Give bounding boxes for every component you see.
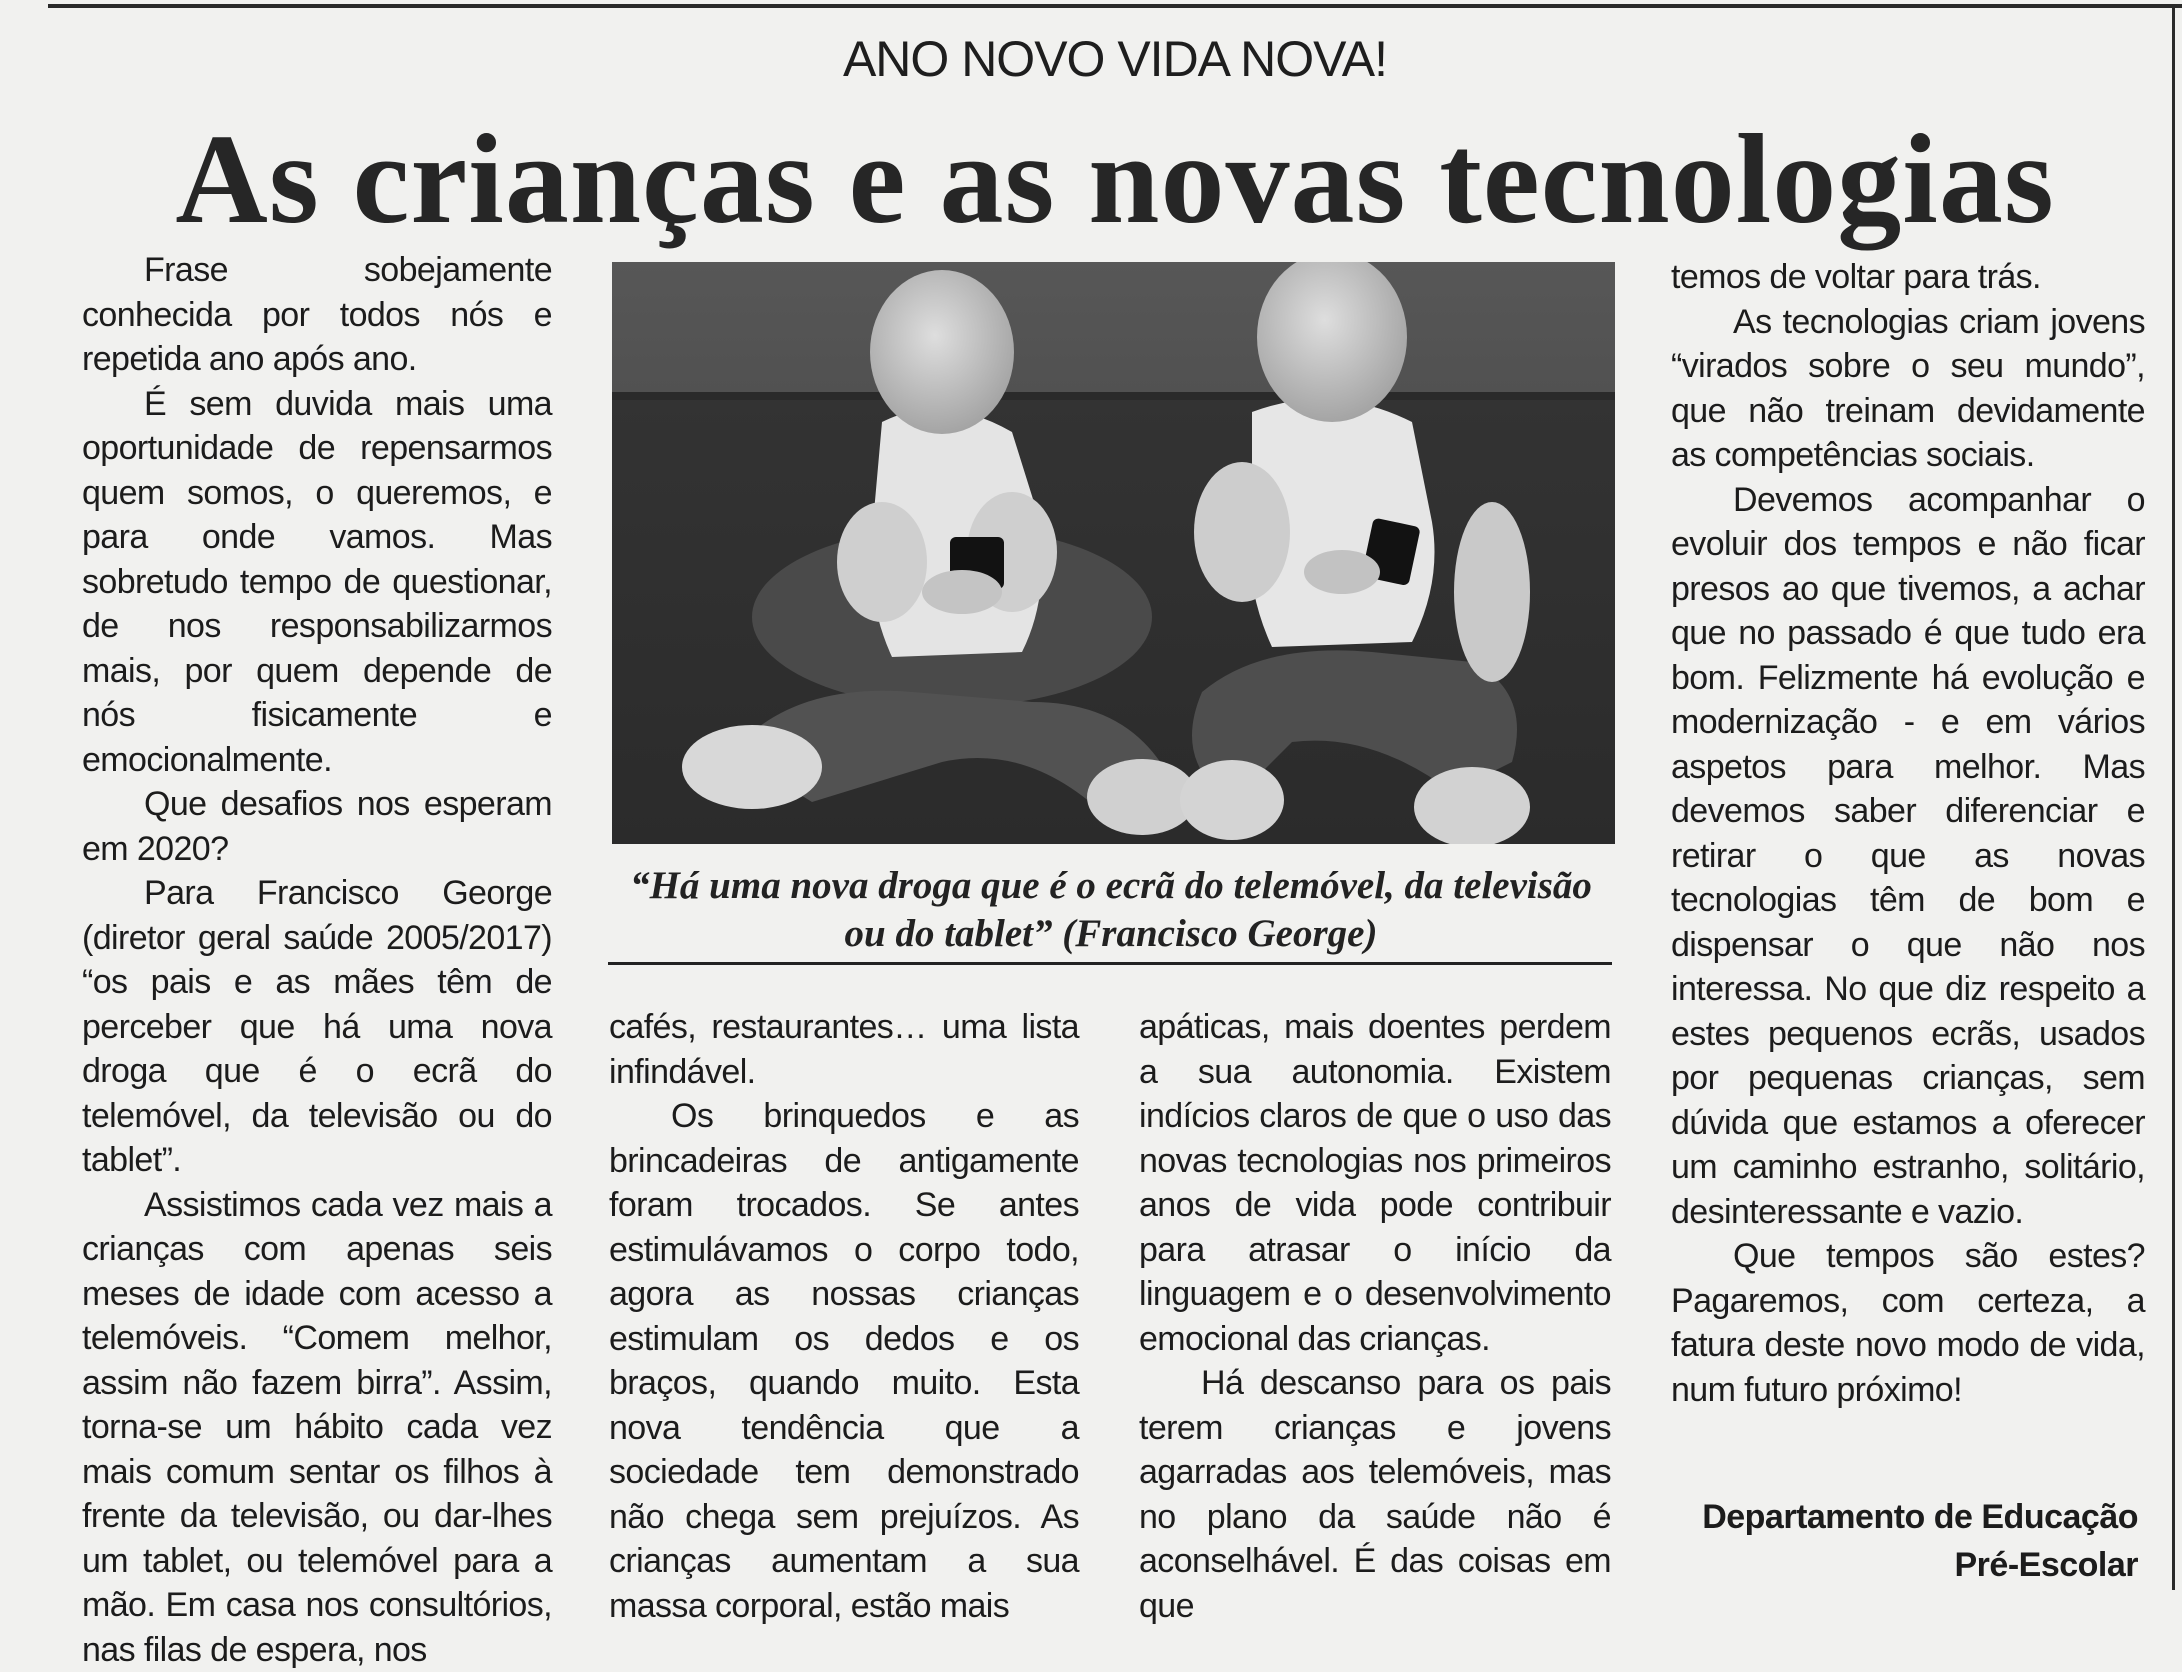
- paragraph: É sem duvida mais uma oportunidade de repensarmos quem somos, o queremos, e para onde vamos. Mas sobretudo tempo de questionar, de nos responsabilizarmos mais, por quem depende de nós fisicamente e emocionalmente.: [82, 382, 552, 783]
- top-rule: [48, 4, 2182, 8]
- article-column-2: [609, 1005, 1079, 1628]
- headline: As crianças e as novas tecnologias: [0, 115, 2182, 243]
- paragraph: Assistimos cada vez mais a crianças com apenas seis meses de idade com acesso a telemóveis. “Comem melhor, assim não fazem birra”. Assim, torna-se um hábito cada vez mais comum sentar os filhos à frente da televisão, ou dar-lhes um tablet, ou telemóvel para a mão. Em casa nos consultórios, nas filas de espera, nos: [82, 1183, 552, 1672]
- article-column-3: [1139, 1005, 1611, 1628]
- paragraph: apáticas, mais doentes perdem a sua autonomia. Existem indícios claros de que o uso das novas tecnologias nos primeiros anos de vida pode contribuir para atrasar o início da linguagem e o desenvolvimento emocional das crianças.: [1139, 1005, 1611, 1361]
- paragraph: temos de voltar para trás.: [1671, 255, 2145, 300]
- caption-rule: [608, 962, 1612, 965]
- paragraph: cafés, restaurantes… uma lista infindável.: [609, 1005, 1079, 1094]
- article-column-4: [1671, 255, 2145, 1412]
- paragraph: Há descanso para os pais terem crianças e jovens agarradas aos telemóveis, mas no plano da saúde não é aconselhável. É das coisas em que: [1139, 1361, 1611, 1628]
- kicker: ANO NOVO VIDA NOVA!: [0, 30, 2182, 88]
- signature-section: Pré-Escolar: [1702, 1541, 2138, 1589]
- paragraph: Os brinquedos e as brincadeiras de antigamente foram trocados. Se antes estimulávamos o corpo todo, agora as nossas crianças estimulam os dedos e os braços, quando muito. Esta nova tendência que a sociedade tem demonstrado não chega sem prejuízos. As crianças aumentam a sua massa corporal, estão mais: [609, 1094, 1079, 1628]
- caption-line: ou do tablet” (Francisco George): [608, 910, 1614, 958]
- photo-caption: [608, 862, 1614, 958]
- two-toddlers-with-smartphones-photo: [612, 262, 1615, 844]
- article-column-1: [82, 248, 552, 1672]
- caption-line: “Há uma nova droga que é o ecrã do telemóvel, da televisão: [608, 862, 1614, 910]
- paragraph: As tecnologias criam jovens “virados sobre o seu mundo”, que não treinam devidamente as competências sociais.: [1671, 300, 2145, 478]
- paragraph: Devemos acompanhar o evoluir dos tempos e não ficar presos ao que tivemos, a achar que no passado é que tudo era bom. Felizmente há evolução e modernização - e em vários aspetos para melhor. Mas devemos saber diferenciar e retirar o que as novas tecnologias têm de bom e dispensar o que não nos interessa. No que diz respeito a estes pequenos ecrãs, usados por pequenas crianças, sem dúvida que estamos a oferecer um caminho estranho, solitário, desinteressante e vazio.: [1671, 478, 2145, 1235]
- author-signature: [1702, 1493, 2138, 1589]
- paragraph: Que desafios nos esperam em 2020?: [82, 782, 552, 871]
- paragraph: Para Francisco George (diretor geral saúde 2005/2017) “os pais e as mães têm de perceber que há uma nova droga que é o ecrã do telemóvel, da televisão ou do tablet”.: [82, 871, 552, 1183]
- paragraph: Que tempos são estes? Pagaremos, com certeza, a fatura deste novo modo de vida, num futuro próximo!: [1671, 1234, 2145, 1412]
- paragraph: Frase sobejamente conhecida por todos nós e repetida ano após ano.: [82, 248, 552, 382]
- signature-department: Departamento de Educação: [1702, 1493, 2138, 1541]
